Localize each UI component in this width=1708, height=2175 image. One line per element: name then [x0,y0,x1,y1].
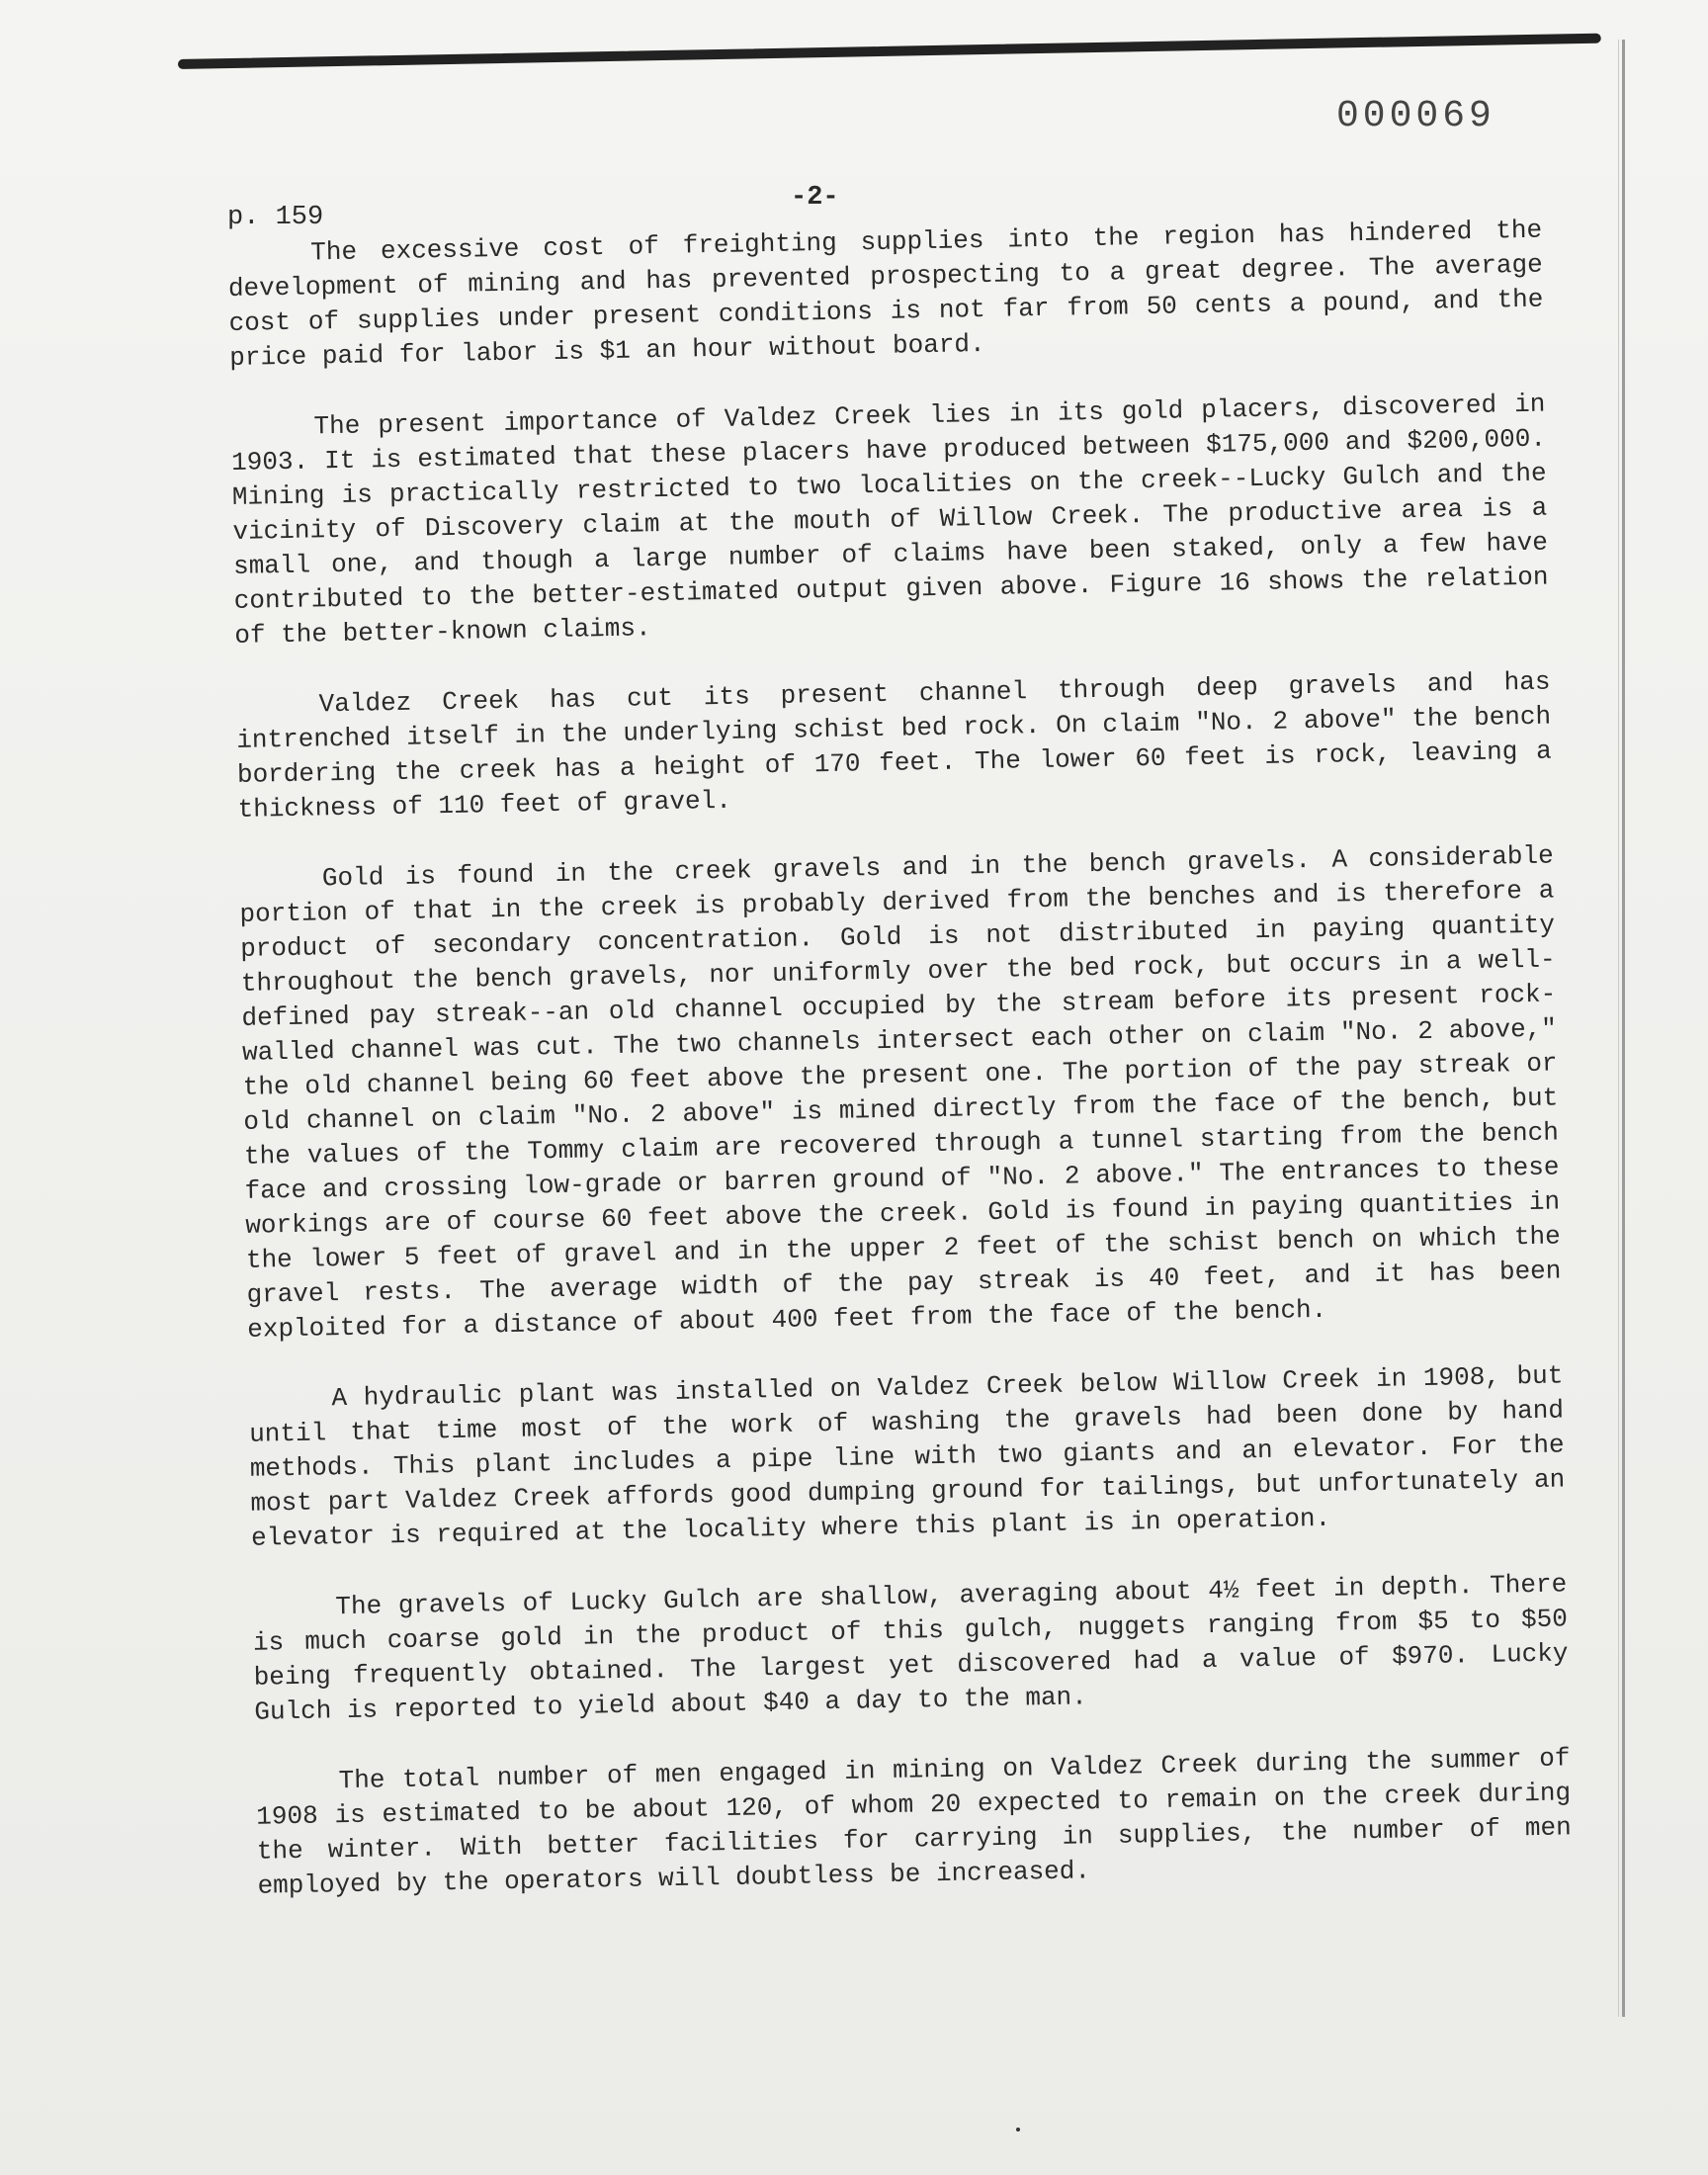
paragraph-workforce: The total number of men engaged in mining on Valdez Creek during the summer of 1908 is estimated to be about 120, of whom 20 expected to remain on the creek during the winter. With better facilities for carrying in supplies, the number of men employed by the operators will doubtless be increased. [256,1743,1572,1901]
page-number: -2- [791,183,839,213]
page-edge-line [1622,40,1625,2017]
paragraph-gold-placers: The present importance of Valdez Creek lies in its gold placers, discovered in 1903. It is estimated that these placers have produced between $175,000 and $200,000. Mining is practically restricted to two localities on the creek--Lucky Gulch and the vicinity of Discovery claim at the mouth of Willow Creek. The productive area is a small one, and though a large number of claims have been staked, only a few have contributed to the better-estimated output given above. Figure 16 shows the relation of the better-known claims. [230,389,1549,651]
page-edge-line-secondary [1618,40,1619,2017]
body-text [227,214,1573,1940]
document-number: 000069 [1336,95,1495,137]
paragraph-hydraulic-plant: A hydraulic plant was installed on Valdez Creek below Willow Creek in 1908, but until that time most of the work of washing the gravels had been done by hand methods. This plant includes a pipe line with two giants and an elevator. For the most part Valdez Creek affords good dumping ground for tailings, but unfortunately an elevator is required at the locality where this plant is in operation. [248,1360,1566,1553]
paragraph-freight-costs: The excessive cost of freighting supplies into the region has hindered the development of mining and has prevented prospecting to a great degree. The average cost of supplies under present conditions is not far from 50 cents a pound, and the price paid for labor is $1 an hour without board. [227,215,1544,373]
top-rule [178,34,1601,69]
paragraph-channel: Valdez Creek has cut its present channel through deep gravels and has intrenched itself in the underlying schist bed rock. On claim "No. 2 above" the bench bordering the creek has a height of 170 feet. The lower 60 feet is rock, leaving a thickness of 110 feet of gravel. [236,666,1553,825]
footer-mark [1016,2128,1020,2132]
page-reference: p. 159 [227,203,324,232]
paragraph-lucky-gulch: The gravels of Lucky Gulch are shallow, averaging about 4½ feet in depth. There is much coarse gold in the product of this gulch, nuggets ranging from $5 to $50 being frequently obtained. The largest yet discovered had a value of $970. Lucky Gulch is reported to yield about $40 a day to the man. [252,1569,1569,1727]
paragraph-gold-distribution: Gold is found in the creek gravels and in the bench gravels. A considerable portion of that in the creek is probably derived from the benches and is therefore a product of secondary concentration. Gold is not distributed in paying quantity throughout the bench gravels, nor uniformly over the bed rock, but occurs in a well-defined pay streak--an old channel occupied by the stream before its present rock-walled channel was cut. The two channels intersect each other on claim "No. 2 above," the old channel being 60 feet above the present one. The portion of the pay streak or old channel on claim "No. 2 above" is mined directly from the face of the bench, but the values of the Tommy claim are recovered through a tunnel starting from the bench face and crossing low-grade or barren ground of "No. 2 above." The entrances to these workings are of course 60 feet above the creek. Gold is found in paying quantities in the lower 5 feet of gravel and in the upper 2 feet of the schist bench on which the gravel rests. The average width of the pay streak is 40 feet, and it has been exploited for a distance of about 400 feet from the face of the bench. [239,840,1562,1345]
